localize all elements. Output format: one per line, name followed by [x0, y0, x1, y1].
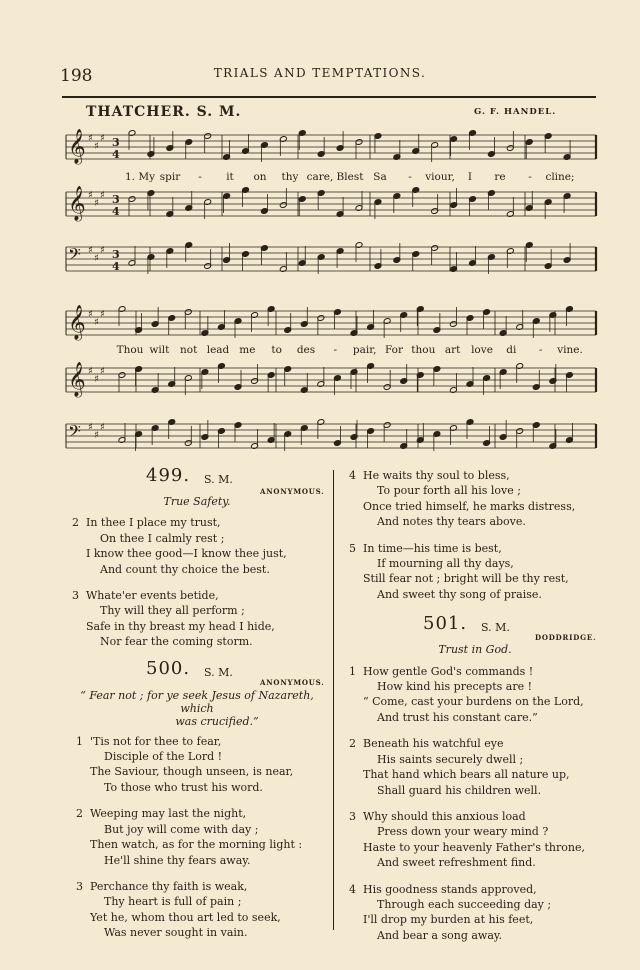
- stanza: [66, 734, 328, 796]
- treble-clef-icon: 𝄞: [68, 129, 86, 164]
- treble-clef-icon: 𝄞: [68, 305, 86, 340]
- verse-line: His goodness stands approved,: [363, 882, 537, 896]
- sharp-icon: ♯: [88, 245, 93, 256]
- stanza-number: 2: [76, 807, 83, 821]
- sharp-icon: ♯: [88, 309, 93, 320]
- stanza: [345, 882, 605, 944]
- verse-line: Was never sought in vain.: [104, 926, 248, 940]
- lyric-syllable: care,: [306, 171, 334, 183]
- tune-name: THATCHER. S. M.: [86, 104, 242, 120]
- hymn-author: DODDRIDGE.: [535, 633, 597, 643]
- lyric-syllable: not: [180, 344, 198, 356]
- verse-line: His saints securely dwell ;: [377, 752, 524, 766]
- hymn-number: 501.: [423, 613, 468, 635]
- sharp-icon: ♯: [88, 366, 93, 377]
- verse-line: Once tried himself, he marks distress,: [363, 499, 576, 513]
- verse-line: How gentle God's commands !: [363, 664, 534, 678]
- hymn-author: ANONYMOUS.: [260, 677, 325, 687]
- lyric-syllable: lead: [206, 344, 230, 356]
- lyric-syllable: -: [408, 171, 412, 183]
- verse-line: Through each succeeding day ;: [377, 897, 552, 911]
- lyric-syllable: me: [239, 344, 256, 356]
- lyric-syllable: 1. My: [124, 171, 156, 183]
- verse-line: If mourning all thy days,: [377, 557, 514, 571]
- stanza: [345, 664, 605, 726]
- stanza: [66, 879, 328, 941]
- sharp-icon: ♯: [100, 366, 105, 377]
- stanza-number: 2: [72, 516, 79, 530]
- sharp-icon: ♯: [88, 422, 93, 433]
- sharp-icon: ♯: [100, 190, 105, 201]
- stanza-number: 1: [76, 734, 83, 748]
- right-column: [345, 468, 605, 954]
- lyric-syllable: on: [253, 171, 267, 183]
- verse-line: To pour forth all his love ;: [377, 484, 521, 498]
- verse-line: Disciple of the Lord !: [104, 750, 223, 764]
- lyric-syllable: pair,: [352, 344, 377, 356]
- stanza-number: 3: [76, 879, 83, 893]
- verse-line: 'Tis not for thee to fear,: [90, 734, 222, 748]
- verse-line: Beneath his watchful eye: [363, 737, 504, 751]
- verse-line: Why should this anxious load: [363, 809, 526, 823]
- lyric-syllable: I: [467, 171, 473, 183]
- sharp-icon: ♯: [100, 245, 105, 256]
- hymn-author: ANONYMOUS.: [260, 487, 325, 496]
- lyric-syllable: Thou: [116, 344, 144, 356]
- hymn-500-header: [66, 657, 328, 687]
- stanza: [66, 515, 328, 577]
- verse-line: Nor fear the coming storm.: [100, 635, 253, 649]
- verse-line: And trust his constant care.”: [377, 710, 538, 724]
- stanza: [66, 588, 328, 650]
- stanza-number: 1: [349, 664, 356, 678]
- verse-line: “ Come, cast your burdens on the Lord,: [363, 695, 584, 709]
- lyric-syllable: thy: [281, 171, 299, 183]
- verse-line: In thee I place my trust,: [86, 516, 221, 530]
- verse-line: Weeping may last the night,: [90, 807, 247, 821]
- verse-line: But joy will come with day ;: [104, 822, 259, 836]
- lyric-syllable: wilt: [149, 344, 170, 356]
- verse-line: Safe in thy breast my head I hide,: [86, 619, 275, 633]
- hymn-title: [66, 689, 328, 728]
- stanza-number: 3: [72, 589, 79, 603]
- verse-line: Then watch, as for the morning light :: [90, 838, 303, 852]
- lyric-syllable: cline;: [545, 171, 575, 183]
- stanza-number: 4: [349, 469, 356, 482]
- lyric-syllable: to: [271, 344, 282, 356]
- running-title: TRIALS AND TEMPTATIONS.: [213, 66, 427, 80]
- treble-clef-icon: 𝄞: [68, 186, 86, 221]
- verse-line: And count thy choice the best.: [100, 562, 270, 576]
- hymn-499-header: [66, 465, 328, 496]
- sharp-icon: ♯: [100, 309, 105, 320]
- stanza: [345, 809, 605, 871]
- lyric-syllable: re: [494, 171, 506, 183]
- bass-clef-icon: 𝄢: [68, 421, 81, 445]
- left-column: [66, 465, 328, 952]
- verse-line: The Saviour, though unseen, is near,: [90, 765, 294, 779]
- sharp-icon: ♯: [88, 190, 93, 201]
- verse-line: And notes thy tears above.: [377, 515, 526, 529]
- hymn-title-line: “ Fear not ; for ye seek Jesus of Nazareth, which: [80, 688, 314, 715]
- stanza-number: 2: [349, 737, 356, 751]
- verse-line: To those who trust his word.: [104, 780, 263, 794]
- stanza: [345, 736, 605, 798]
- page-number: 198: [60, 66, 93, 86]
- verse-line: I know thee good—I know thee just,: [86, 547, 287, 561]
- tune-lyrics-line-2: [117, 344, 583, 356]
- sharp-icon: ♯: [94, 141, 99, 152]
- time-signature-bottom: 4: [112, 260, 120, 273]
- verse-line: In time—his time is best,: [363, 541, 502, 555]
- verse-line: Whate'er events betide,: [86, 589, 219, 603]
- lyric-syllable: it: [226, 171, 234, 183]
- hymn-title: Trust in God.: [438, 643, 512, 657]
- verse-line: Press down your weary mind ?: [377, 825, 549, 839]
- sharp-icon: ♯: [94, 317, 99, 328]
- lyric-syllable: love: [471, 344, 493, 356]
- hymn-title-line: was crucified.”: [175, 714, 259, 728]
- stanza-number: 5: [349, 541, 356, 555]
- verse-line: On thee I calmly rest ;: [100, 531, 225, 545]
- time-signature-bottom: 4: [112, 148, 120, 161]
- bass-clef-icon: 𝄢: [68, 244, 81, 268]
- verse-line: That hand which bears all nature up,: [363, 768, 570, 782]
- lyric-syllable: -: [528, 171, 532, 183]
- lyric-syllable: vine.: [557, 344, 583, 356]
- verse-line: How kind his precepts are !: [377, 680, 533, 694]
- lyric-syllable: For: [384, 344, 404, 356]
- lyric-syllable: spir: [159, 171, 181, 183]
- lyric-syllable: thou: [411, 344, 436, 356]
- verse-line: And bear a song away.: [377, 928, 503, 942]
- hymn-meter: S. M.: [204, 473, 233, 486]
- lyric-syllable: -: [333, 344, 338, 356]
- time-signature-top: 3: [112, 248, 120, 261]
- tune-lyrics-line-1: [125, 171, 575, 183]
- hymn-meter: S. M.: [204, 665, 233, 679]
- verse-line: Shall guard his children well.: [377, 783, 542, 797]
- sharp-icon: ♯: [94, 430, 99, 441]
- lyric-syllable: di: [506, 344, 517, 356]
- time-signature-top: 3: [112, 136, 120, 149]
- sharp-icon: ♯: [100, 422, 105, 433]
- lyric-syllable: Sa: [373, 171, 387, 183]
- verse-line: Perchance thy faith is weak,: [90, 879, 248, 893]
- lyric-syllable: Blest: [336, 171, 364, 183]
- stanza: [345, 468, 605, 530]
- verse-line: I'll drop my burden at his feet,: [363, 913, 534, 927]
- hymn-meter: S. M.: [481, 621, 510, 635]
- stanza: [345, 541, 605, 603]
- hymn-number: 499.: [146, 465, 191, 486]
- hymn-number: 500.: [146, 657, 191, 679]
- stanza: [66, 806, 328, 868]
- sharp-icon: ♯: [88, 133, 93, 144]
- verse-line: He'll shine thy fears away.: [104, 853, 251, 867]
- lyric-syllable: des: [296, 344, 316, 356]
- lyric-syllable: -: [538, 344, 543, 356]
- verse-line: Thy heart is full of pain ;: [104, 895, 242, 909]
- verse-line: Haste to your heavenly Father's throne,: [363, 840, 585, 854]
- treble-clef-icon: 𝄞: [68, 362, 86, 397]
- column-divider: [333, 470, 334, 930]
- sharp-icon: ♯: [94, 253, 99, 264]
- verse-line: And sweet refreshment find.: [377, 856, 536, 870]
- music-score: [0, 0, 640, 460]
- sharp-icon: ♯: [100, 133, 105, 144]
- lyric-syllable: viour,: [425, 171, 455, 183]
- verse-line: He waits thy soul to bless,: [363, 469, 510, 482]
- stanza-number: 3: [349, 809, 356, 823]
- verse-line: Thy will they all perform ;: [100, 604, 245, 618]
- lyric-syllable: art: [444, 344, 461, 356]
- time-signature-top: 3: [112, 193, 120, 206]
- verse-line: And sweet thy song of praise.: [377, 587, 542, 601]
- time-signature-bottom: 4: [112, 205, 120, 218]
- verse-line: Yet he, whom thou art led to seek,: [90, 910, 281, 924]
- hymn-title: True Safety.: [163, 495, 231, 508]
- sharp-icon: ♯: [94, 198, 99, 209]
- tune-composer: G. F. HANDEL.: [474, 107, 557, 117]
- music-symbols: [68, 129, 120, 445]
- verse-line: Still fear not ; bright will be thy rest,: [363, 572, 569, 586]
- lyric-syllable: -: [198, 171, 202, 183]
- sharp-icon: ♯: [94, 374, 99, 385]
- hymn-501-header: [345, 613, 605, 643]
- stanza-number: 4: [349, 882, 356, 896]
